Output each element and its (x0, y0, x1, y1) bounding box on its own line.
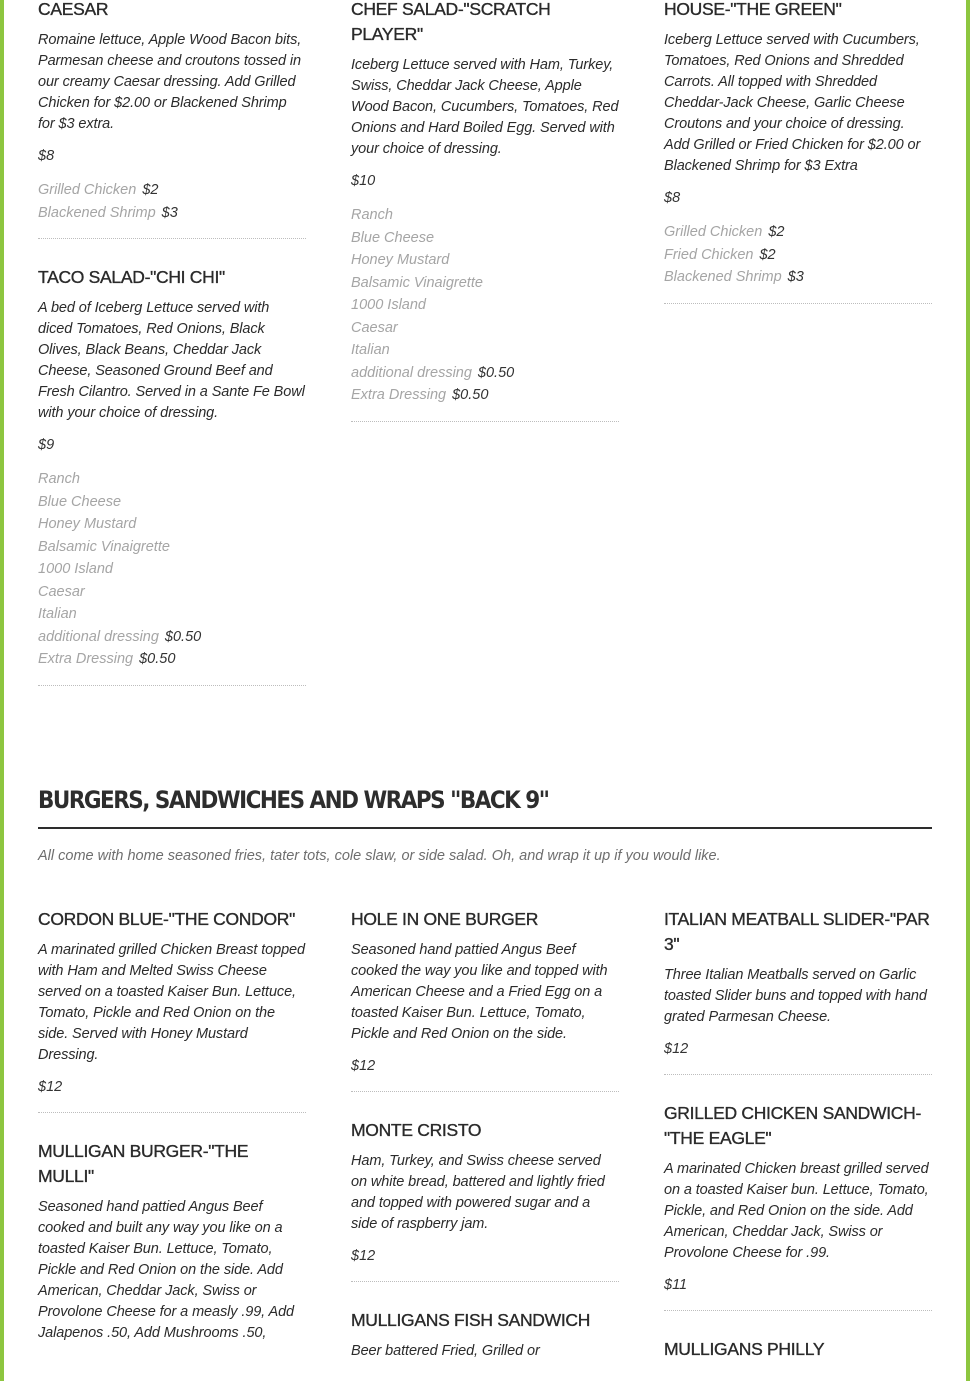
item-description: Seasoned hand pattied Angus Beef cooked the way you like and topped with American Cheese and a Fried Egg on a toasted Kaiser Bun. Lettuce, Tomato, Pickle and Red Onion on the side. (351, 942, 608, 1042)
option-row (38, 491, 306, 514)
dotted-divider (351, 421, 619, 422)
item-description: A marinated grilled Chicken Breast topped with Ham and Melted Swiss Cheese served on a toasted Kaiser Bun. Lettuce, Tomato, Pickle and Red Onion on the side. Served with Honey Mustard Dressing. (38, 942, 305, 1063)
menu-item-mulligan-burger (38, 1139, 306, 1344)
item-price: $9 (38, 437, 55, 453)
item-title: GRILLED CHICKEN SANDWICH-"THE EAGLE" (664, 1103, 921, 1148)
option-name: Extra Dressing (351, 387, 447, 403)
item-price: $10 (351, 173, 376, 189)
item-description: A bed of Iceberg Lettuce served with diced Tomatoes, Red Onions, Black Olives, Black Beans, Cheddar Jack Cheese, Seasoned Ground Beef and Fresh Cilantro. Served in a Sante Fe Bowl with your choice of dressing. (38, 300, 305, 421)
option-price: $2 (768, 224, 785, 240)
option-row (351, 272, 619, 295)
option-name: Grilled Chicken (38, 182, 137, 198)
option-price: $3 (161, 204, 178, 221)
option-name: 1000 Island (38, 561, 113, 577)
option-name: additional dressing (351, 364, 472, 381)
option-name: Caesar (38, 583, 85, 600)
option-row (38, 603, 306, 626)
dotted-divider (351, 1091, 619, 1092)
dotted-divider (664, 1310, 932, 1311)
item-description: A marinated Chicken breast grilled served on a toasted Kaiser bun. Lettuce, Tomato, Pickle, and Red Onion on the side. Add American, Cheddar Jack, Swiss or Provolone Cheese for .99. (664, 1161, 929, 1261)
option-name: Blackened Shrimp (38, 204, 156, 221)
dotted-divider (664, 1074, 932, 1075)
option-name: Blackened Shrimp (664, 269, 782, 285)
option-row (38, 648, 306, 671)
item-description: Beer battered Fried, Grilled or (351, 1343, 540, 1359)
option-name: Blue Cheese (351, 229, 435, 246)
menu-item-fish-sandwich (351, 1308, 619, 1362)
menu-item-grilled-chicken-sandwich (664, 1101, 932, 1337)
option-row (38, 536, 306, 559)
menu-item-taco-salad (38, 265, 306, 712)
salads-column-1 (38, 0, 306, 712)
menu-item-mulligans-philly (664, 1337, 932, 1362)
option-price: $0.50 (477, 364, 515, 381)
dotted-divider (38, 685, 306, 686)
option-name: Balsamic Vinaigrette (351, 274, 483, 291)
option-name: Caesar (351, 319, 398, 336)
item-title: CORDON BLUE-"THE CONDOR" (38, 909, 296, 929)
burgers-column-2 (351, 907, 619, 1362)
item-price: $8 (38, 148, 55, 164)
option-name: Ranch (38, 471, 80, 487)
item-title: MULLIGANS FISH SANDWICH (351, 1310, 591, 1330)
option-name: Italian (38, 606, 77, 622)
left-green-border (0, 0, 4, 1381)
item-title: CAESAR (38, 0, 109, 19)
menu-item-chef-salad (351, 0, 619, 448)
item-title: MULLIGAN BURGER-"THE MULLI" (38, 1141, 249, 1186)
item-price: $12 (351, 1058, 376, 1074)
option-name: Honey Mustard (351, 252, 450, 268)
section-header-burgers (38, 785, 932, 866)
dotted-divider (38, 1112, 306, 1113)
option-row (351, 294, 619, 317)
item-options (38, 179, 306, 224)
right-green-border (966, 0, 970, 1381)
item-title: CHEF SALAD-"SCRATCH PLAYER" (351, 0, 551, 44)
item-description: Seasoned hand pattied Angus Beef cooked and built any way you like on a toasted Kaiser Bun. Lettuce, Tomato, Pickle and Red Onion on the side. Add American, Cheddar Jack, Swiss or Provolone Cheese for a measly .99, Add Jalapenos .50, Add Mushrooms .50, (38, 1199, 295, 1341)
option-name: Fried Chicken (664, 246, 754, 263)
option-name: Grilled Chicken (664, 224, 763, 240)
item-title: MONTE CRISTO (351, 1120, 482, 1140)
option-row (38, 202, 306, 225)
option-price: $2 (142, 182, 159, 198)
salads-grid (38, 0, 932, 712)
option-price: $0.50 (452, 387, 489, 403)
option-row (38, 558, 306, 581)
option-row (664, 266, 932, 289)
option-row (38, 626, 306, 649)
item-title: MULLIGANS PHILLY (664, 1339, 825, 1359)
option-name: Extra Dressing (38, 651, 134, 667)
option-row (351, 227, 619, 250)
item-options (38, 468, 306, 671)
option-price: $0.50 (139, 651, 176, 667)
option-name: Ranch (351, 207, 393, 223)
option-name: additional dressing (38, 628, 159, 645)
option-row (351, 362, 619, 385)
item-price: $12 (351, 1248, 376, 1264)
item-title: TACO SALAD-"CHI CHI" (38, 267, 225, 287)
option-row (38, 179, 306, 202)
menu-item-monte-cristo (351, 1118, 619, 1308)
option-row (664, 221, 932, 244)
menu-item-house-salad (664, 0, 932, 330)
dotted-divider (38, 238, 306, 239)
menu-item-hole-in-one-burger (351, 907, 619, 1118)
section-title: BURGERS, SANDWICHES AND WRAPS "BACK 9" (38, 787, 549, 815)
menu-item-cordon-blue (38, 907, 306, 1139)
option-row (351, 249, 619, 272)
option-price: $0.50 (164, 628, 202, 645)
option-name: Honey Mustard (38, 516, 137, 532)
menu-item-meatball-slider (664, 907, 932, 1101)
section-rule (38, 827, 932, 829)
item-description: Iceberg Lettuce served with Cucumbers, Tomatoes, Red Onions and Shredded Carrots. All topped with Shredded Cheddar-Jack Cheese, Garlic Cheese Croutons and your choice of dressing. Add Grilled or Fried Chicken for $2.00 or Blackened Shrimp for $3 Extra (664, 32, 921, 174)
item-price: $8 (664, 190, 681, 206)
option-price: $2 (759, 246, 776, 263)
option-row (38, 468, 306, 491)
item-options (664, 221, 932, 289)
burgers-column-1 (38, 907, 306, 1362)
dotted-divider (664, 303, 932, 304)
salads-column-2 (351, 0, 619, 712)
option-row (351, 384, 619, 407)
item-title: ITALIAN MEATBALL SLIDER-"PAR 3" (664, 909, 930, 954)
option-row (664, 244, 932, 267)
item-title: HOUSE-"THE GREEN" (664, 0, 842, 19)
item-price: $12 (38, 1079, 63, 1095)
item-description: Romaine lettuce, Apple Wood Bacon bits, Parmesan cheese and croutons tossed in our creamy Caesar dressing. Add Grilled Chicken for $2.00 or Blackened Shrimp for $3 extra. (38, 32, 302, 132)
item-title: HOLE IN ONE BURGER (351, 909, 539, 929)
menu-item-caesar (38, 0, 306, 265)
option-name: Blue Cheese (38, 493, 122, 510)
item-description: Ham, Turkey, and Swiss cheese served on white bread, battered and lightly fried and topped with powered sugar and a side of raspberry jam. (351, 1153, 605, 1232)
option-row (351, 339, 619, 362)
item-price: $11 (664, 1277, 688, 1293)
dotted-divider (351, 1281, 619, 1282)
option-row (351, 204, 619, 227)
option-name: 1000 Island (351, 297, 426, 313)
item-options (351, 204, 619, 407)
option-name: Balsamic Vinaigrette (38, 538, 170, 555)
burgers-grid (38, 907, 932, 1362)
burgers-column-3 (664, 907, 932, 1362)
item-description: Three Italian Meatballs served on Garlic toasted Slider buns and topped with hand grated Parmesan Cheese. (664, 967, 927, 1025)
option-row (351, 317, 619, 340)
item-description: Iceberg Lettuce served with Ham, Turkey, Swiss, Cheddar Jack Cheese, Apple Wood Bacon, Cucumbers, Tomatoes, Red Onions and Hard Boiled Egg. Served with your choice of dressing. (351, 57, 619, 157)
option-price: $3 (787, 269, 804, 285)
option-name: Italian (351, 342, 390, 358)
section-note: All come with home seasoned fries, tater tots, cole slaw, or side salad. Oh, and wrap it up if you would like. (38, 848, 721, 864)
item-price: $12 (664, 1041, 689, 1057)
option-row (38, 581, 306, 604)
salads-column-3 (664, 0, 932, 712)
option-row (38, 513, 306, 536)
